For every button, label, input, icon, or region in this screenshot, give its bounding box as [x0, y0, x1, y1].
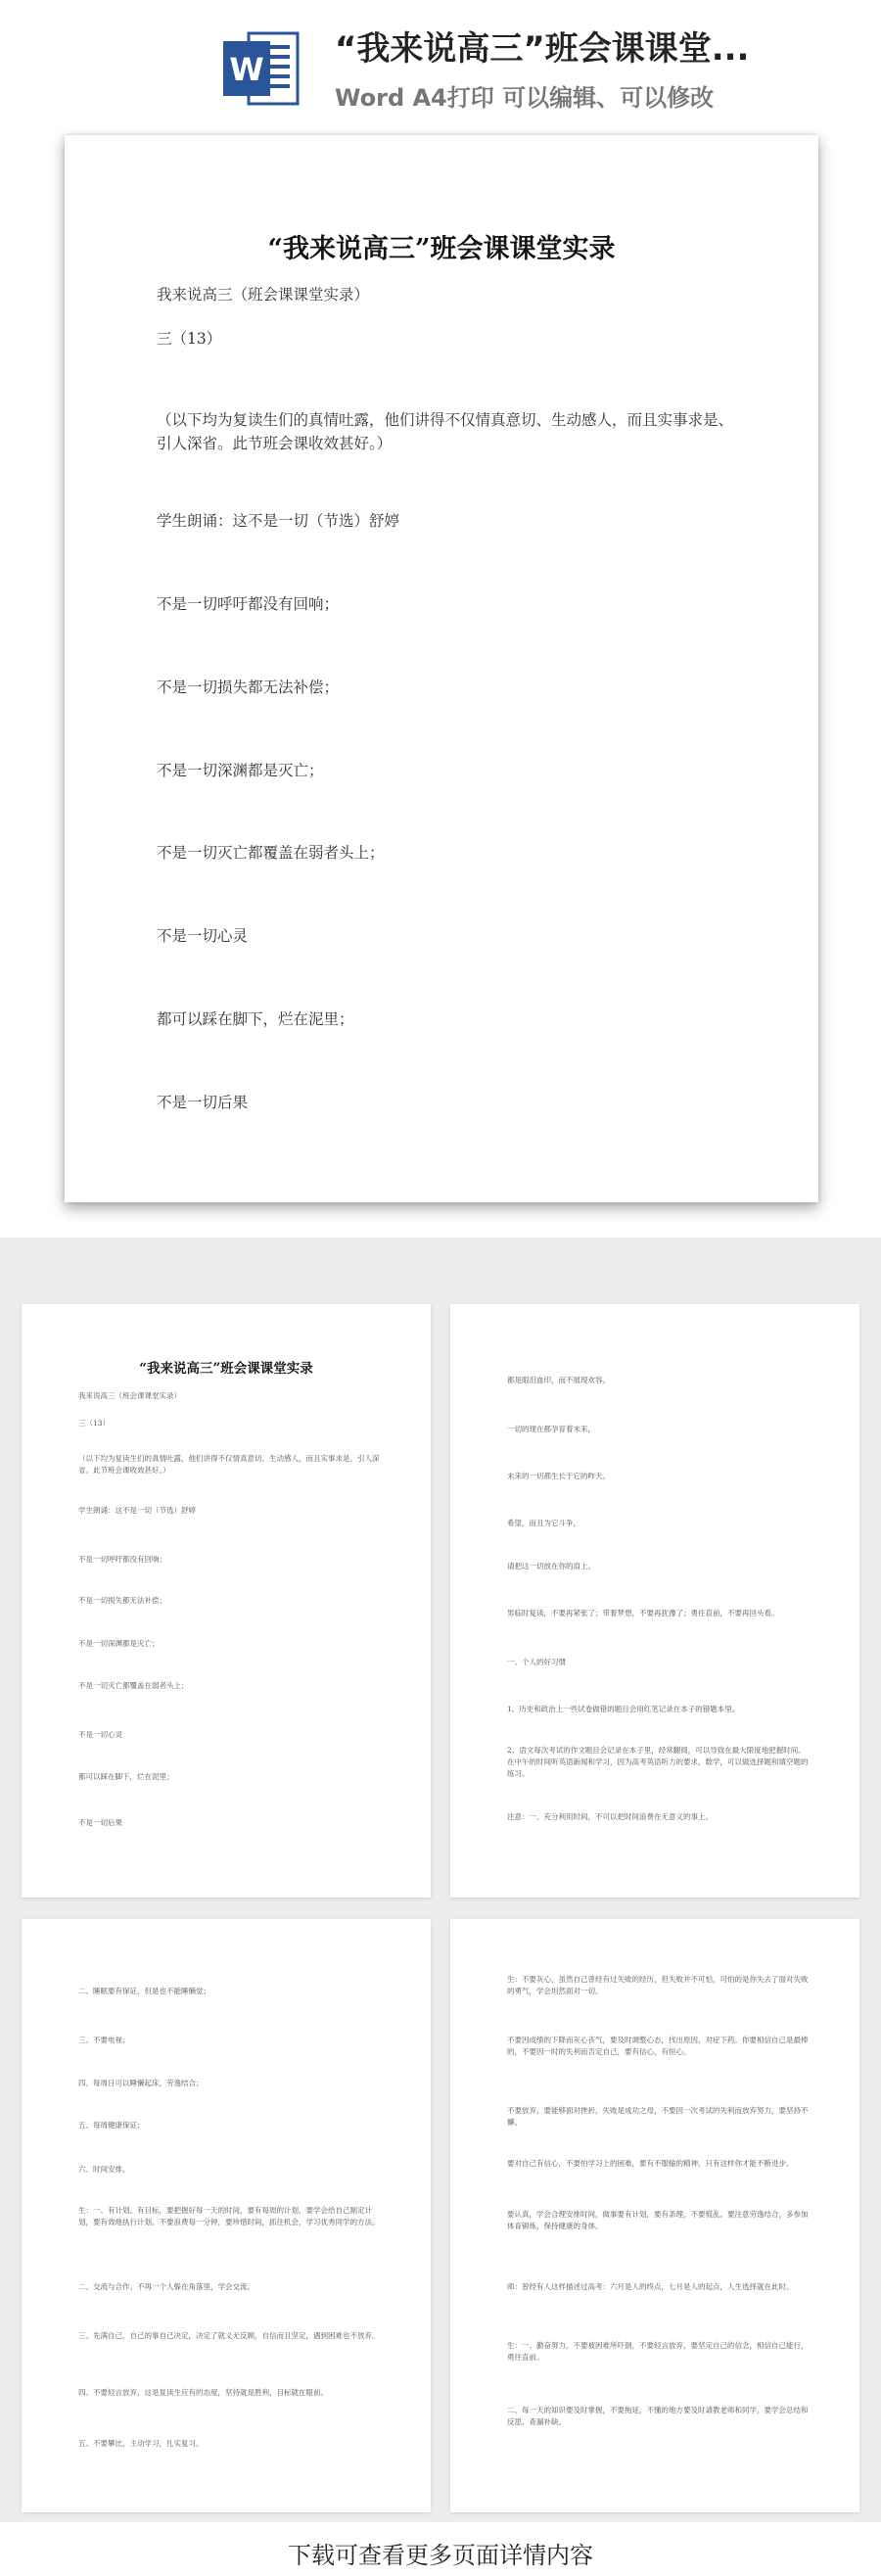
- thumbnail-line: 我来说高三（班会课课堂实录）: [78, 1391, 181, 1400]
- page-line: 都可以踩在脚下，烂在泥里；: [157, 1010, 354, 1028]
- thumbnail-line: 一、个人的好习惯: [507, 1658, 566, 1666]
- thumbnail-line: 生：一、勤奋努力，不要被困难所吓倒，不要轻言放弃，要坚定自己的信念，相信自己能行，勇往直前。: [507, 2341, 809, 2362]
- thumbnail-line: 学生朗诵：这不是一切（节选）舒婷: [78, 1506, 196, 1515]
- thumbnail-line: 要对自己有信心，不要怕学习上的困难，要有不服输的精神，只有这样你才能不断进步。: [507, 2159, 794, 2168]
- thumbnail-line: 希望，而且为它斗争，: [507, 1519, 580, 1527]
- thumbnail-line: 三（13）: [78, 1419, 111, 1428]
- thumbnail-line: 四、每周日可以睡懒起床，劳逸结合；: [78, 2079, 204, 2087]
- thumbnail-line: 请把这一切放在你的肩上。: [507, 1562, 595, 1570]
- view-more-link[interactable]: 下载可查看更多页面详情内容: [288, 2542, 593, 2569]
- thumbnail-line: 不是一切损失都无法补偿；: [78, 1596, 166, 1605]
- thumbnail-line: 二、每一天的知识要及时掌握，不要拖延，不懂的地方要及时请教老师和同学，要学会总结和反思，查漏补缺。: [507, 2406, 809, 2426]
- page-line: 不是一切深渊都是灭亡；: [157, 762, 324, 779]
- thumbnail-line: 生：一、有计划、有目标，要把握好每一天的时间，要有每周的计划，要学会给自己制定计划，要有效地执行计划。不要浪费每一分钟，要珍惜时间，抓住机会，学习优秀同学的方法。: [78, 2206, 380, 2226]
- thumbnail-line: 不是一切深渊都是灭亡；: [78, 1639, 160, 1648]
- thumbnail-line: （以下均为复读生们的真情吐露，他们讲得不仅情真意切、生动感人，而且实事求是、引人深省。此节班会课收效甚好。）: [78, 1454, 380, 1475]
- thumbnail-line: 二、交流与合作。不再一个人躲在角落里，学会交流。: [78, 2282, 255, 2291]
- thumbnail-page-3[interactable]: [22, 1919, 431, 2512]
- thumbnail-line: 二、睡眠要有保证，但是也不能睡懒觉；: [78, 1987, 210, 1995]
- thumbnail-page-2[interactable]: [450, 1304, 859, 1897]
- thumbnail-line: 不是一切心灵: [78, 1730, 122, 1739]
- thumbnail-line: 未来的一切都生长于它的昨天。: [507, 1472, 610, 1480]
- main-page-preview[interactable]: [65, 135, 818, 1202]
- thumbnail-line: 1、历史和政治上一些试卷做错的题目会用红笔记录在本子的错题本里。: [507, 1705, 740, 1713]
- page-line: 学生朗诵：这不是一切（节选）舒婷: [157, 512, 400, 530]
- page-title: “我来说高三”班会课课堂实录: [267, 234, 616, 264]
- page-line: 不是一切心灵: [157, 927, 249, 945]
- thumbnail-line: 都是眼泪血印，而不展现欢容。: [507, 1376, 610, 1384]
- thumbnail-line: 注意：一、充分利用时间，不可以把时间浪费在无意义的事上。: [507, 1812, 713, 1821]
- word-document-icon: [219, 27, 301, 110]
- page-line: 不是一切后果: [157, 1094, 249, 1111]
- thumbnail-line: 师：曾经有人这样描述过高考：六月是人的终点，七月是人的起点，人生选择就在此时。: [507, 2282, 794, 2291]
- thumbnail-page-1[interactable]: [22, 1304, 431, 1897]
- thumbnail-line: 要认真，学会合理安排时间，做事要有计划，要有条理，不要慌乱。要注意劳逸结合，多参加体育锻炼，保持健康的身体。: [507, 2210, 809, 2230]
- page-line: 不是一切损失都无法补偿；: [157, 679, 340, 696]
- page-line: 引人深省。此节班会课收效甚好。）: [157, 435, 393, 452]
- thumbnail-line: 都可以踩在脚下，烂在泥里；: [78, 1772, 174, 1781]
- page-line: 不是一切灭亡都覆盖在弱者头上；: [157, 844, 385, 862]
- thumbnail-title: “我来说高三”班会课课堂实录: [139, 1361, 313, 1377]
- thumbnail-line: 生：不要灰心，虽然自己曾经有过失败的经历，但失败并不可怕，可怕的是你失去了面对失败的勇气，学会坦然面对一切。: [507, 1975, 809, 1995]
- thumbnail-line: 六、时间安排。: [78, 2165, 130, 2174]
- thumbnail-line: 男临时复读，不要再紧张了；带着梦想，不要再犹豫了；勇往直前，不要再回头看。: [507, 1609, 779, 1617]
- thumbnail-line: 五、不要攀比，主动学习，扎实复习。: [78, 2439, 204, 2448]
- page-line: 我来说高三（班会课课堂实录）: [157, 286, 370, 304]
- thumbnail-line: 不是一切后果: [78, 1818, 122, 1827]
- document-subtitle: Word A4打印 可以编辑、可以修改: [335, 84, 715, 112]
- page-line: 三（13）: [157, 330, 222, 348]
- thumbnail-line: 四、不要轻言放弃，这是复读生应有的态度，坚持就是胜利，目标就在眼前。: [78, 2388, 328, 2397]
- document-title: “我来说高三”班会课课堂...: [335, 29, 750, 69]
- page-line: 不是一切呼吁都没有回响；: [157, 595, 340, 613]
- thumbnail-line: 2、语文每次考试的作文题目会记录在本子里，经常翻阅，可以导致在最大限度地把握时间。在中午的时间听英语新闻和学习，因为高考英语听力的要求，数学，可以做选择题和填空题的练习。: [507, 1746, 809, 1778]
- thumbnail-line: 一切的现在都孕育着未来，: [507, 1425, 595, 1433]
- page-line: （以下均为复读生们的真情吐露，他们讲得不仅情真意切、生动感人，而且实事求是、: [157, 411, 734, 429]
- thumbnail-line: 不要因成绩的下降而灰心丧气，要及时调整心态，找出原因，对症下药。你要相信自己是最棒的，不要因一时的失利而否定自己，要有信心，有恒心。: [507, 2036, 809, 2056]
- thumbnail-line: 不是一切灭亡都覆盖在弱者头上；: [78, 1681, 189, 1690]
- thumbnail-line: 三、先满自己，自己的事自己决定，决定了就义无反顾，自信而且坚定，遇到困难也不放弃。: [78, 2331, 380, 2340]
- thumbnail-line: 三、不要电视；: [78, 2036, 130, 2044]
- thumbnail-line: 五、每周健康保证；: [78, 2121, 145, 2130]
- header: [0, 0, 881, 125]
- thumbnail-page-4[interactable]: [450, 1919, 859, 2512]
- thumbnail-line: 不要放弃，要能够面对挫折，失败是成功之母，不要因一次考试的失利而放弃努力，要坚持不懈。: [507, 2106, 809, 2127]
- word-icon-letter: W: [229, 51, 264, 88]
- thumbnail-line: 不是一切呼吁都没有回响；: [78, 1555, 166, 1564]
